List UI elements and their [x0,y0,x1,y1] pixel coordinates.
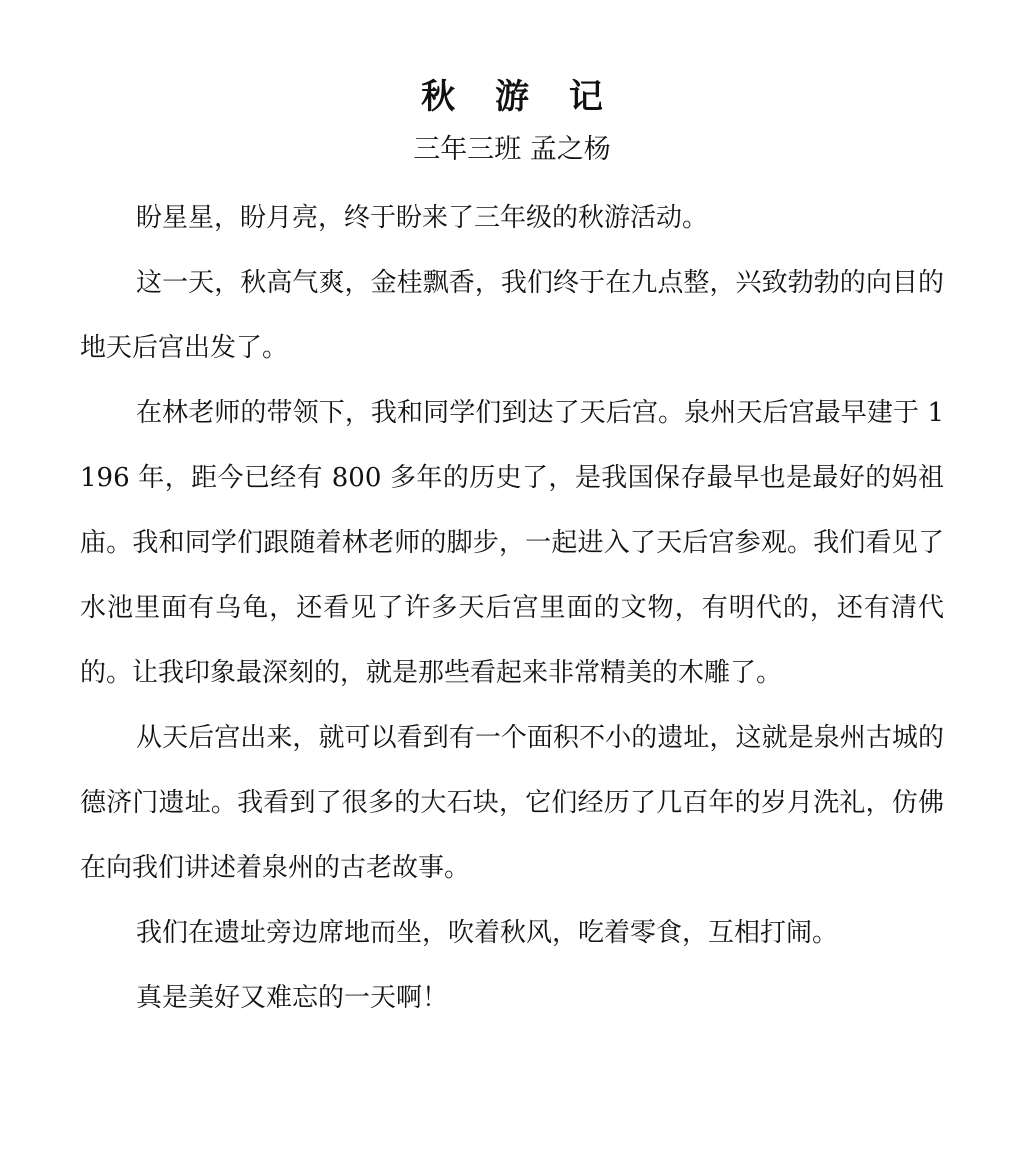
paragraph: 这一天，秋高气爽，金桂飘香，我们终于在九点整，兴致勃勃的向目的地天后宫出发了。 [80,268,944,363]
essay-title: 秋 游 记 [421,77,617,117]
document-page [80,74,944,1031]
paragraph: 我们在遗址旁边席地而坐，吹着秋风，吃着零食，互相打闹。 [136,918,839,948]
paragraph: 在林老师的带领下，我和同学们到达了天后宫。泉州天后宫最早建于 1196 年，距今已经有 800 多年的历史了，是我国保存最早也是最好的妈祖庙。我和同学们跟随着林老师的脚步，一起进入了天后宫参观。我们看见了水池里面有乌龟，还看见了许多天后宫里面的文物，有明代的，还有清代的。让我印象最深刻的，就是那些看起来非常精美的木雕了。 [80,398,944,688]
paragraph: 盼星星，盼月亮，终于盼来了三年级的秋游活动。 [136,203,709,233]
paragraph: 真是美好又难忘的一天啊！ [136,983,449,1013]
paragraph: 从天后宫出来，就可以看到有一个面积不小的遗址，这就是泉州古城的德济门遗址。我看到了很多的大石块，它们经历了几百年的岁月洗礼，仿佛在向我们讲述着泉州的古老故事。 [80,723,944,883]
essay-author: 三年三班 孟之杨 [413,134,611,165]
